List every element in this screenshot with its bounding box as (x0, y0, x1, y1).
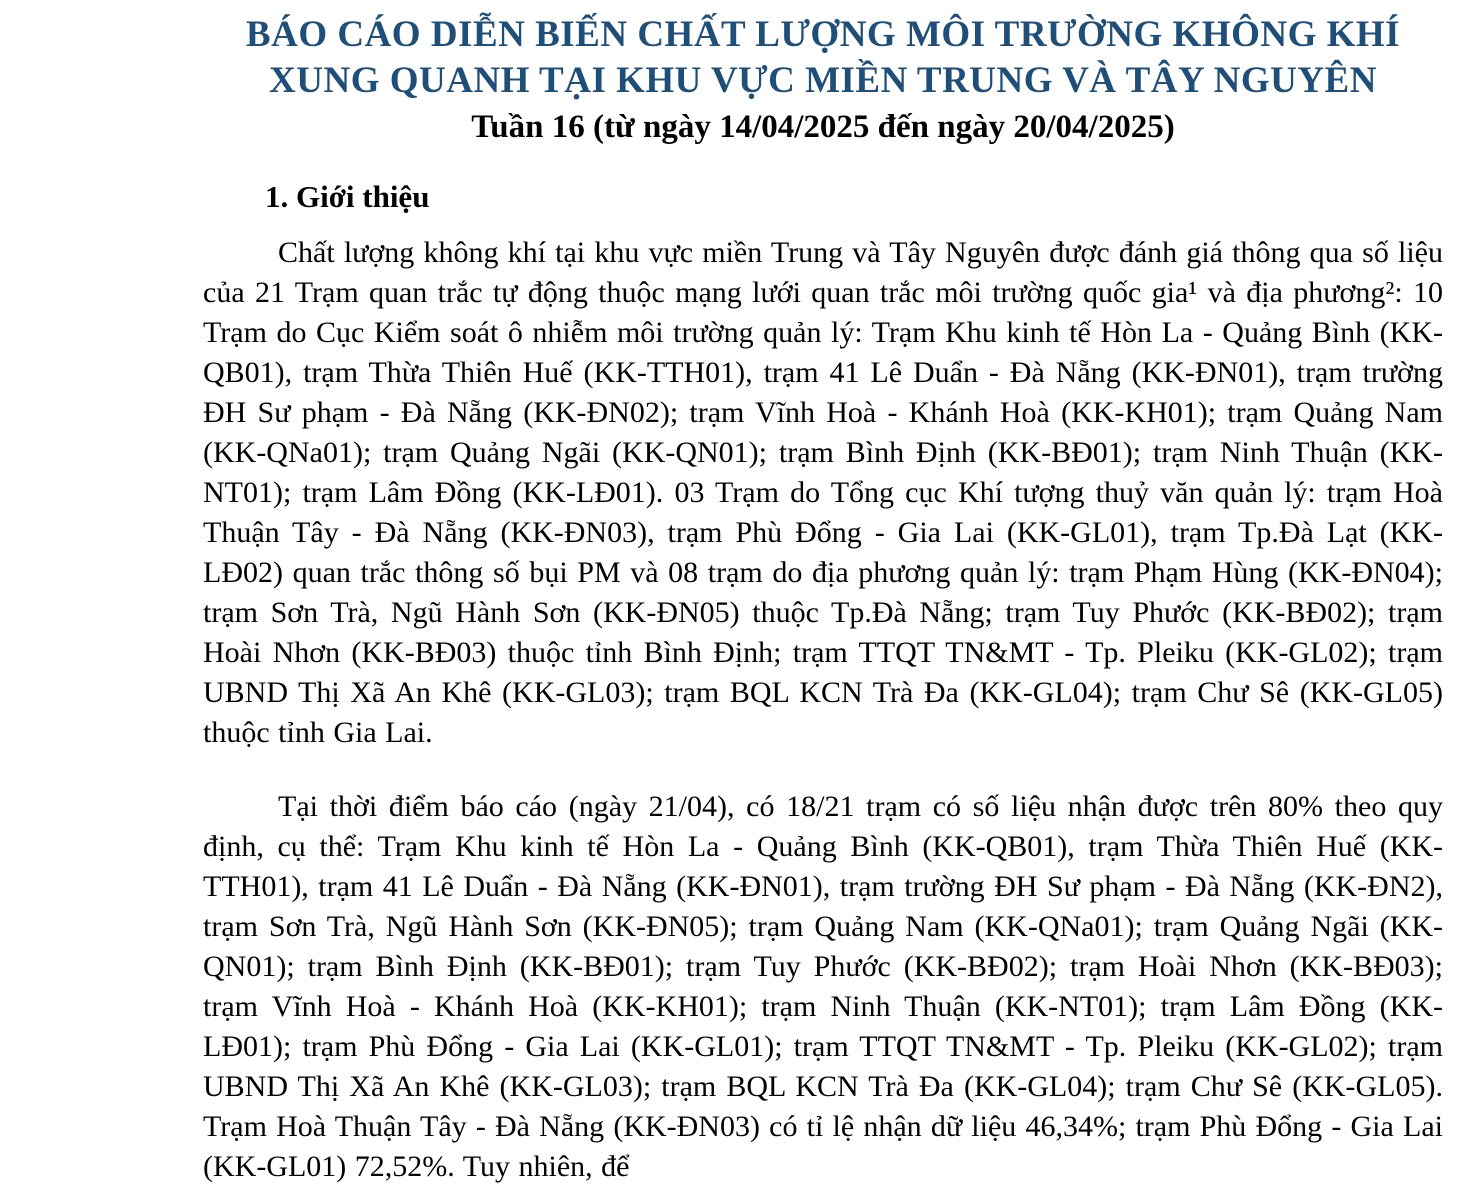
intro-paragraph-station-list: Chất lượng không khí tại khu vực miền Trung và Tây Nguyên được đánh giá thông qua số liệu của 21 Trạm quan trắc tự động thuộc mạng lưới quan trắc môi trường quốc gia¹ và địa phương²: 10 Trạm do Cục Kiểm soát ô nhiễm môi trường quản lý: Trạm Khu kinh tế Hòn La - Quảng Bình (KK-QB01), trạm Thừa Thiên Huế (KK-TTH01), trạm 41 Lê Duẩn - Đà Nẵng (KK-ĐN01), trạm trường ĐH Sư phạm - Đà Nẵng (KK-ĐN02); trạm Vĩnh Hoà - Khánh Hoà (KK-KH01); trạm Quảng Nam (KK-QNa01); trạm Quảng Ngãi (KK-QN01); trạm Bình Định (KK-BĐ01); trạm Ninh Thuận (KK-NT01); trạm Lâm Đồng (KK-LĐ01). 03 Trạm do Tổng cục Khí tượng thuỷ văn quản lý: trạm Hoà Thuận Tây - Đà Nẵng (KK-ĐN03), trạm Phù Đổng - Gia Lai (KK-GL01), trạm Tp.Đà Lạt (KK-LĐ02) quan trắc thông số bụi PM và 08 trạm do địa phương quản lý: trạm Phạm Hùng (KK-ĐN04); trạm Sơn Trà, Ngũ Hành Sơn (KK-ĐN05) thuộc Tp.Đà Nẵng; trạm Tuy Phước (KK-BĐ02); trạm Hoài Nhơn (KK-BĐ03) thuộc tỉnh Bình Định; trạm TTQT TN&MT - Tp. Pleiku (KK-GL02); trạm UBND Thị Xã An Khê (KK-GL03); trạm BQL KCN Trà Đa (KK-GL04); trạm Chư Sê (KK-GL05) thuộc tỉnh Gia Lai. (203, 236, 1443, 749)
intro-paragraph-data-availability: Tại thời điểm báo cáo (ngày 21/04), có 18/21 trạm có số liệu nhận được trên 80% theo quy định, cụ thể: Trạm Khu kinh tế Hòn La - Quảng Bình (KK-QB01), trạm Thừa Thiên Huế (KK-TTH01), trạm 41 Lê Duẩn - Đà Nẵng (KK-ĐN01), trạm trường ĐH Sư phạm - Đà Nẵng (KK-ĐN2), trạm Sơn Trà, Ngũ Hành Sơn (KK-ĐN05); trạm Quảng Nam (KK-QNa01); trạm Quảng Ngãi (KK-QN01); trạm Bình Định (KK-BĐ01); trạm Tuy Phước (KK-BĐ02); trạm Hoài Nhơn (KK-BĐ03); trạm Vĩnh Hoà - Khánh Hoà (KK-KH01); trạm Ninh Thuận (KK-NT01); trạm Lâm Đồng (KK-LĐ01); trạm Phù Đổng - Gia Lai (KK-GL01); trạm TTQT TN&MT - Tp. Pleiku (KK-GL02); trạm UBND Thị Xã An Khê (KK-GL03); trạm BQL KCN Trà Đa (KK-GL04); trạm Chư Sê (KK-GL05). Trạm Hoà Thuận Tây - Đà Nẵng (KK-ĐN03) có tỉ lệ nhận dữ liệu 46,34%; trạm Phù Đổng - Gia Lai (KK-GL01) 72,52%. Tuy nhiên, để (203, 790, 1443, 1183)
section-heading-gioi-thieu: 1. Giới thiệu (265, 179, 430, 214)
report-title-line-2: XUNG QUANH TẠI KHU VỰC MIỀN TRUNG VÀ TÂY NGUYÊN (269, 60, 1377, 101)
report-title-line-1: BÁO CÁO DIỄN BIẾN CHẤT LƯỢNG MÔI TRƯỜNG KHÔNG KHÍ (245, 14, 1401, 55)
report-subtitle-week-range: Tuần 16 (từ ngày 14/04/2025 đến ngày 20/04/2025) (471, 109, 1175, 145)
